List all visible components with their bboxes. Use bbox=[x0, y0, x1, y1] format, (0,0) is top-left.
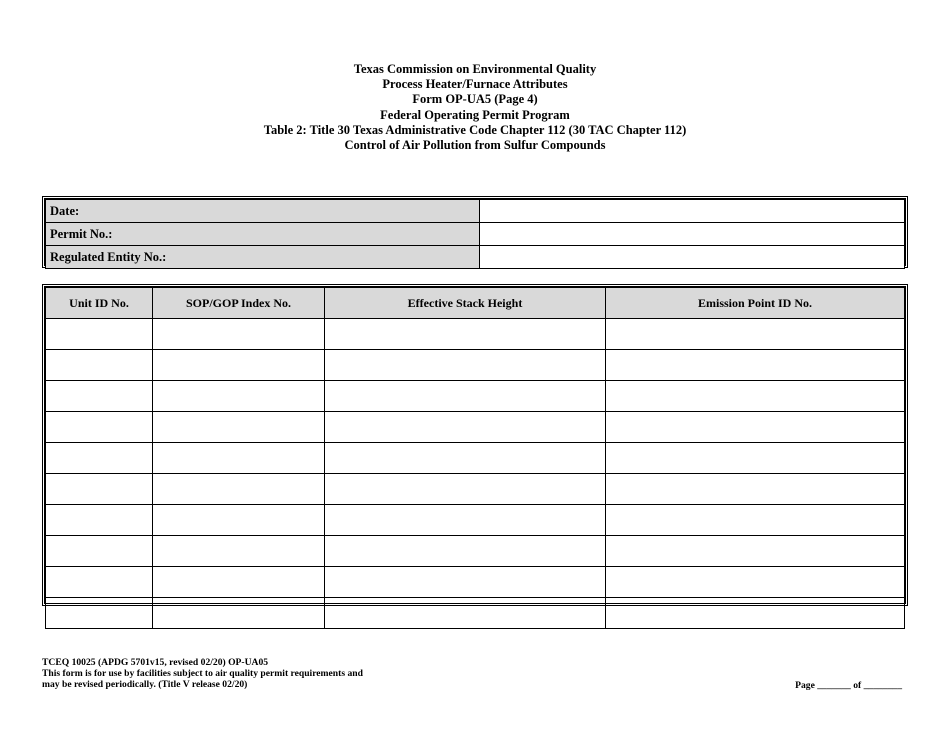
unit-id-header: Unit ID No. bbox=[46, 288, 153, 319]
unit-id-cell[interactable] bbox=[46, 505, 153, 536]
index-no-cell[interactable] bbox=[153, 412, 325, 443]
stack-height-cell[interactable] bbox=[325, 412, 606, 443]
emission-point-cell[interactable] bbox=[606, 381, 905, 412]
attributes-table bbox=[45, 287, 905, 629]
table-subtitle: Control of Air Pollution from Sulfur Compounds bbox=[344, 138, 606, 153]
regulated-entity-field[interactable] bbox=[480, 246, 905, 269]
table-row bbox=[46, 319, 905, 350]
unit-id-cell[interactable] bbox=[46, 443, 153, 474]
form-header bbox=[0, 62, 950, 153]
usage-note-2: may be revised periodically. (Title V release 02/20) bbox=[42, 679, 248, 691]
index-no-cell[interactable] bbox=[153, 536, 325, 567]
stack-height-cell[interactable] bbox=[325, 350, 606, 381]
index-no-header: SOP/GOP Index No. bbox=[153, 288, 325, 319]
unit-id-cell[interactable] bbox=[46, 350, 153, 381]
table-row bbox=[46, 536, 905, 567]
identification-box bbox=[42, 196, 908, 268]
emission-point-cell[interactable] bbox=[606, 474, 905, 505]
date-label: Date: bbox=[46, 200, 480, 223]
usage-note-1: This form is for use by facilities subject to air quality permit requirements and bbox=[42, 668, 363, 680]
stack-height-cell[interactable] bbox=[325, 598, 606, 629]
stack-height-header: Effective Stack Height bbox=[325, 288, 606, 319]
index-no-cell[interactable] bbox=[153, 567, 325, 598]
permit-row bbox=[46, 223, 905, 246]
unit-id-cell[interactable] bbox=[46, 474, 153, 505]
program-title: Federal Operating Permit Program bbox=[380, 107, 570, 122]
unit-id-cell[interactable] bbox=[46, 536, 153, 567]
table-row bbox=[46, 443, 905, 474]
emission-point-cell[interactable] bbox=[606, 412, 905, 443]
unit-id-cell[interactable] bbox=[46, 319, 153, 350]
header-row bbox=[46, 288, 905, 319]
permit-field[interactable] bbox=[480, 223, 905, 246]
table-row bbox=[46, 474, 905, 505]
emission-point-header: Emission Point ID No. bbox=[606, 288, 905, 319]
date-row bbox=[46, 200, 905, 223]
entity-row bbox=[46, 246, 905, 269]
index-no-cell[interactable] bbox=[153, 443, 325, 474]
emission-point-cell[interactable] bbox=[606, 536, 905, 567]
stack-height-cell[interactable] bbox=[325, 443, 606, 474]
table-row bbox=[46, 381, 905, 412]
unit-id-cell[interactable] bbox=[46, 381, 153, 412]
stack-height-cell[interactable] bbox=[325, 319, 606, 350]
table-row bbox=[46, 505, 905, 536]
stack-height-cell[interactable] bbox=[325, 505, 606, 536]
page-number: Page _______ of ________ bbox=[795, 680, 902, 691]
stack-height-cell[interactable] bbox=[325, 536, 606, 567]
table-row bbox=[46, 350, 905, 381]
stack-height-cell[interactable] bbox=[325, 381, 606, 412]
emission-point-cell[interactable] bbox=[606, 443, 905, 474]
stack-height-cell[interactable] bbox=[325, 474, 606, 505]
stack-height-cell[interactable] bbox=[325, 567, 606, 598]
emission-point-cell[interactable] bbox=[606, 319, 905, 350]
permit-label: Permit No.: bbox=[46, 223, 480, 246]
table-title: Table 2: Title 30 Texas Administrative Code Chapter 112 (30 TAC Chapter 112) bbox=[263, 122, 687, 137]
agency-title: Texas Commission on Environmental Quality bbox=[353, 62, 597, 76]
regulated-entity-label: Regulated Entity No.: bbox=[46, 246, 480, 269]
emission-point-cell[interactable] bbox=[606, 567, 905, 598]
index-no-cell[interactable] bbox=[153, 474, 325, 505]
table-row bbox=[46, 412, 905, 443]
unit-id-cell[interactable] bbox=[46, 567, 153, 598]
form-footer bbox=[42, 657, 363, 691]
unit-id-cell[interactable] bbox=[46, 412, 153, 443]
emission-point-cell[interactable] bbox=[606, 505, 905, 536]
index-no-cell[interactable] bbox=[153, 350, 325, 381]
index-no-cell[interactable] bbox=[153, 598, 325, 629]
index-no-cell[interactable] bbox=[153, 381, 325, 412]
index-no-cell[interactable] bbox=[153, 505, 325, 536]
attributes-box bbox=[42, 284, 908, 606]
index-no-cell[interactable] bbox=[153, 319, 325, 350]
form-number: Form OP-UA5 (Page 4) bbox=[412, 92, 538, 107]
emission-point-cell[interactable] bbox=[606, 598, 905, 629]
unit-id-cell[interactable] bbox=[46, 598, 153, 629]
emission-point-cell[interactable] bbox=[606, 350, 905, 381]
table-row bbox=[46, 598, 905, 629]
form-subject: Process Heater/Furnace Attributes bbox=[382, 77, 568, 92]
identification-table bbox=[45, 199, 905, 269]
form-code: TCEQ 10025 (APDG 5701v15, revised 02/20) OP-UA05 bbox=[42, 657, 269, 668]
date-field[interactable] bbox=[480, 200, 905, 223]
table-row bbox=[46, 567, 905, 598]
table-body bbox=[46, 319, 905, 629]
